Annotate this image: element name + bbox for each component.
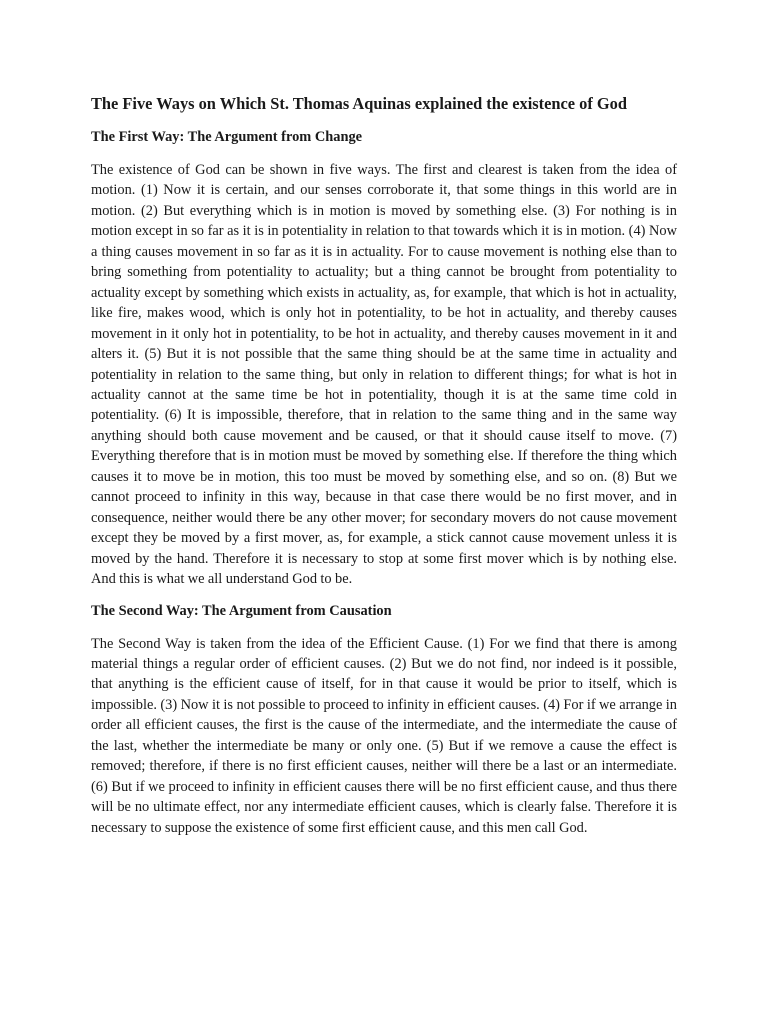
- section-body-first-way: The existence of God can be shown in five ways. The first and clearest is taken from the idea of motion. (1) Now it is certain, and our senses corroborate it, that some things in this world are in motion. (2) But everything which is in motion is moved by something else. (3) For nothing is in motion except in so far as it is in potentiality in relation to that towards which it is in motion. (4) Now a thing causes movement in so far as it is in actuality. For to cause movement is nothing else than to bring something from potentiality to actuality; but a thing cannot be brought from potentiality to actuality except by something which exists in actuality, as, for example, that which is hot in actuality, like fire, makes wood, which is only hot in potentiality, to be hot in actuality, and thereby causes movement in it only hot in potentiality, to be hot in actuality, and thereby causes movement in it and alters it. (5) But it is not possible that the same thing should be at the same time in actuality and potentiality in relation to the same thing, but only in relation to different things; for what is hot in actuality cannot at the same time be hot in potentiality, though it is at the same time cold in potentiality. (6) It is impossible, therefore, that in relation to the same thing and in the same way anything should both cause movement and be caused, or that it should cause itself to move. (7) Everything therefore that is in motion must be moved by something else. If therefore the thing which causes it to move be in motion, this too must be moved by something else, and so on. (8) But we cannot proceed to infinity in this way, because in that case there would be no first mover, and in consequence, neither would there be any other mover; for secondary movers do not cause movement except they be moved by a first mover, as, for example, a stick cannot cause movement unless it is moved by the hand. Therefore it is necessary to stop at some first mover which is by nothing else. And this is what we all understand God to be.: [91, 162, 677, 588]
- document-title: The Five Ways on Which St. Thomas Aquinas explained the existence of God: [91, 94, 627, 113]
- document-page: [91, 92, 677, 838]
- section-body-second-way: The Second Way is taken from the idea of the Efficient Cause. (1) For we find that there is among material things a regular order of efficient causes. (2) But we do not find, nor indeed is it possible, that anything is the efficient cause of itself, for in that cause it would be prior to itself, which is impossible. (3) Now it is not possible to proceed to infinity in efficient causes. (4) For if we arrange in order all efficient causes, the first is the cause of the intermediate, and the intermediate the cause of the last, whether the intermediate be many or only one. (5) But if we remove a cause the effect is removed; therefore, if there is no first efficient causes, neither will there be a last or an intermediate. (6) But if we proceed to infinity in efficient causes there will be no first efficient cause, and thus there will be no ultimate effect, nor any intermediate efficient causes, which is clearly false. Therefore it is necessary to suppose the existence of some first efficient cause, and this men call God.: [91, 635, 677, 836]
- section-heading-first-way: The First Way: The Argument from Change: [91, 129, 363, 145]
- section-heading-second-way: The Second Way: The Argument from Causation: [91, 602, 392, 619]
